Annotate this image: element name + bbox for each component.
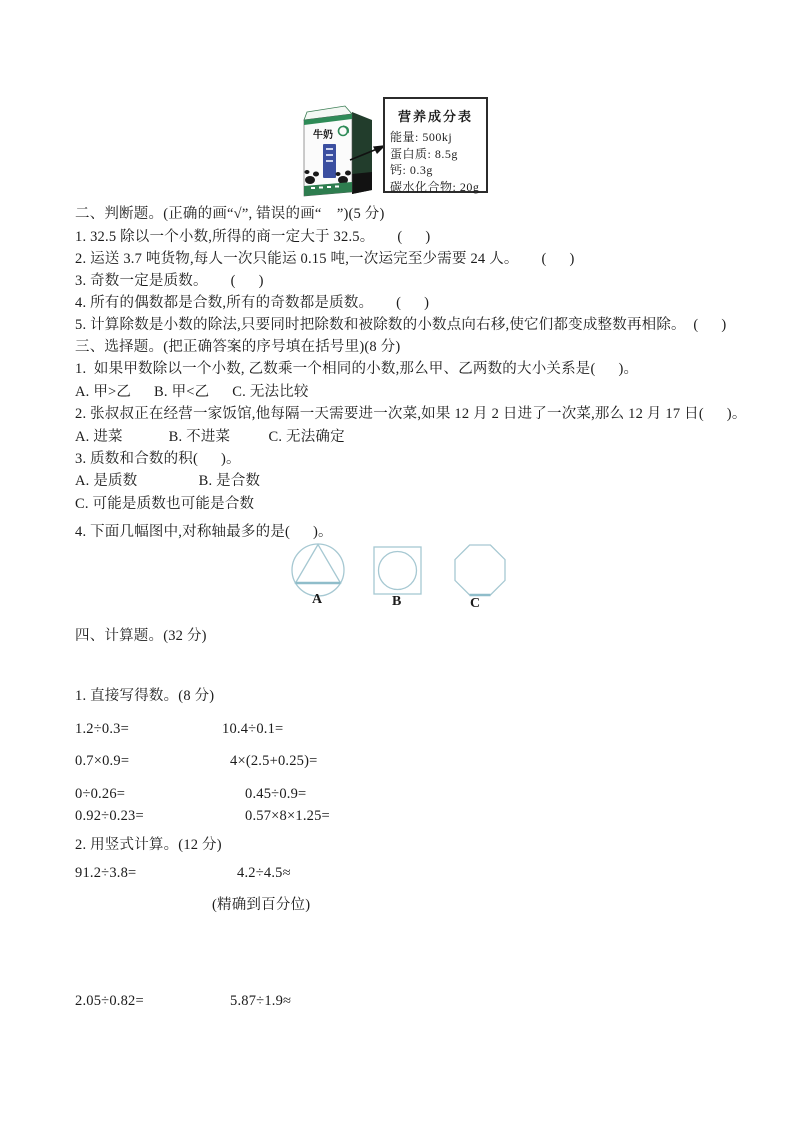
- mc-question-2-options: A. 进菜 B. 不进菜 C. 无法确定: [75, 429, 345, 445]
- mc-question-3-options-ab: A. 是质数 B. 是合数: [75, 473, 261, 489]
- direct-expression: 0.7×0.9=: [75, 753, 130, 769]
- direct-expression: 0.57×8×1.25=: [245, 808, 330, 824]
- section3-heading: 三、选择题。(把正确答案的序号填在括号里)(8 分): [75, 339, 401, 355]
- tf-item-5: 5. 计算除数是小数的除法,只要同时把除数和被除数的小数点向右移,使它们都变成整数再相除。 ( ): [75, 317, 727, 333]
- direct-write-heading: 1. 直接写得数。(8 分): [75, 688, 215, 704]
- nutrition-row-energy: 能量: 500kj: [390, 130, 453, 144]
- mc-question-1-options: A. 甲>乙 B. 甲<乙 C. 无法比较: [75, 384, 309, 400]
- direct-expression: 10.4÷0.1=: [222, 721, 284, 737]
- mc-question-1: 1. 如果甲数除以一个小数, 乙数乘一个相同的小数,那么甲、乙两数的大小关系是( )。: [75, 361, 639, 377]
- nutrition-row-carbs: 碳水化合物: 20g: [390, 179, 480, 194]
- section4-heading: 四、计算题。(32 分): [75, 628, 207, 644]
- tf-item-4: 4. 所有的偶数都是合数,所有的奇数都是质数。 ( ): [75, 295, 430, 311]
- direct-expression: 1.2÷0.3=: [75, 721, 129, 737]
- mc-question-2: 2. 张叔叔正在经营一家饭馆,他每隔一天需要进一次菜,如果 12 月 2 日进了一次菜,那么 12 月 17 日( )。: [75, 406, 747, 422]
- direct-expression: 0.45÷0.9=: [245, 786, 307, 802]
- mc-question-3: 3. 质数和合数的积( )。: [75, 451, 241, 467]
- vertical-calc-heading: 2. 用竖式计算。(12 分): [75, 837, 222, 853]
- vertical-expression: 5.87÷1.9≈: [230, 993, 292, 1009]
- direct-expression: 0÷0.26=: [75, 786, 126, 802]
- precision-note: (精确到百分位): [212, 897, 311, 913]
- vertical-expression: 2.05÷0.82=: [75, 993, 144, 1009]
- vertical-expression: 4.2÷4.5≈: [237, 865, 291, 881]
- mc-question-4: 4. 下面几幅图中,对称轴最多的是( )。: [75, 524, 333, 540]
- direct-expression: 0.92÷0.23=: [75, 808, 144, 824]
- nutrition-row-protein: 蛋白质: 8.5g: [390, 146, 458, 161]
- nutrition-title: 营养成分表: [397, 109, 473, 124]
- shape-label-b: B: [392, 594, 402, 609]
- nutrition-label: [383, 97, 488, 193]
- tf-item-1: 1. 32.5 除以一个小数,所得的商一定大于 32.5。 ( ): [75, 229, 431, 245]
- tf-item-3: 3. 奇数一定是质数。 ( ): [75, 273, 264, 289]
- shape-label-c: C: [470, 596, 481, 611]
- nutrition-row-calcium: 钙: 0.3g: [390, 163, 433, 177]
- vertical-expression: 91.2÷3.8=: [75, 865, 137, 881]
- symmetry-shapes-figure: [283, 538, 513, 600]
- shape-label-a: A: [312, 592, 323, 607]
- mc-question-3-option-c: C. 可能是质数也可能是合数: [75, 496, 255, 512]
- section2-heading: 二、判断题。(正确的画“√”, 错误的画“ ”)(5 分): [75, 206, 385, 222]
- direct-expression: 4×(2.5+0.25)=: [230, 753, 318, 769]
- tf-item-2: 2. 运送 3.7 吨货物,每人一次只能运 0.15 吨,一次运完至少需要 24 人。 ( ): [75, 251, 575, 267]
- carton-brand-text: 牛奶: [313, 130, 333, 141]
